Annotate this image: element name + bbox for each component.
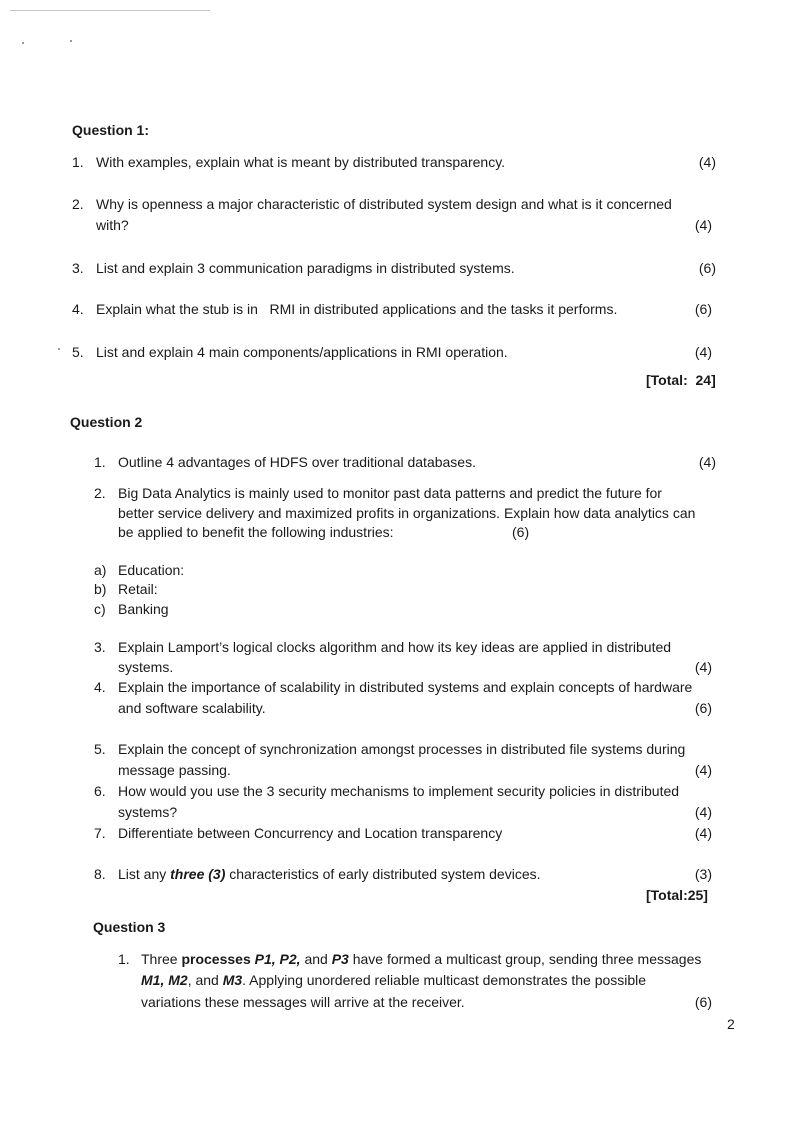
q2-item-2-marks: (6) xyxy=(512,524,530,540)
question-1-heading: Question 1: xyxy=(72,122,150,138)
q2-item-4-text-line-2: and software scalability. xyxy=(118,700,266,716)
q1-item-4-number: 4. xyxy=(72,301,84,317)
q2-item-3-marks: (4) xyxy=(694,659,712,675)
scan-artifact-line xyxy=(10,10,210,11)
q2-subitem-a-text: Education: xyxy=(118,562,185,578)
q3-item-1-l2-m1m2: M1, M2 xyxy=(141,972,188,988)
q3-item-1-marks: (6) xyxy=(694,994,712,1010)
q2-item-4-marks: (6) xyxy=(694,700,712,716)
q2-item-6-marks: (4) xyxy=(694,804,712,820)
q1-item-4-text: Explain what the stub is in RMI in distributed applications and the tasks it performs. xyxy=(96,301,618,317)
question-2-heading: Question 2 xyxy=(70,414,143,430)
scan-artifact-dot xyxy=(70,40,72,42)
q2-item-3-text-line-1: Explain Lamport’s logical clocks algorithm and how its key ideas are applied in distributed xyxy=(118,639,672,655)
q2-item-1-marks: (4) xyxy=(698,454,716,470)
q2-item-2-text-line-1: Big Data Analytics is mainly used to monitor past data patterns and predict the future for xyxy=(118,485,662,501)
q3-item-1-l1-and: and xyxy=(300,951,332,967)
q2-item-4-text-line-1: Explain the importance of scalability in distributed systems and explain concepts of hardware xyxy=(118,679,693,695)
q3-item-1-l1-processes: processes xyxy=(181,951,251,967)
q2-item-8-emphasis: three (3) xyxy=(170,866,226,882)
q2-item-5-text-line-2: message passing. xyxy=(118,762,231,778)
q2-item-8-marks: (3) xyxy=(694,866,712,882)
q3-item-1-text-line-3: variations these messages will arrive at the receiver. xyxy=(141,994,465,1010)
q2-item-8-text-pre: List any xyxy=(118,866,171,882)
q1-total: [Total: 24] xyxy=(646,372,716,388)
q2-subitem-c-text: Banking xyxy=(118,601,169,617)
q2-item-7-text: Differentiate between Concurrency and Location transparency xyxy=(118,825,503,841)
q1-item-5-text: List and explain 4 main components/applications in RMI operation. xyxy=(96,344,508,360)
q1-item-5-marks: (4) xyxy=(694,344,712,360)
q2-item-1-number: 1. xyxy=(94,454,106,470)
q3-item-1-l1-p1p2: P1, P2, xyxy=(254,951,301,967)
q2-item-4-number: 4. xyxy=(94,679,106,695)
q2-item-2-number: 2. xyxy=(94,485,106,501)
q3-item-1-l1-part: Three xyxy=(141,951,182,967)
q2-item-6-text-line-2: systems? xyxy=(118,804,178,820)
q1-item-2-text-line-2: with? xyxy=(96,217,129,233)
q2-item-5-number: 5. xyxy=(94,741,106,757)
q3-item-1-l1-p3: P3 xyxy=(331,951,349,967)
q2-item-7-number: 7. xyxy=(94,825,106,841)
q2-subitem-a-letter: a) xyxy=(94,562,107,578)
scan-artifact-dot xyxy=(58,348,60,350)
q1-item-2-marks: (4) xyxy=(694,217,712,233)
q3-item-1-l2-m3: M3 xyxy=(222,972,243,988)
q2-item-8-number: 8. xyxy=(94,866,106,882)
q2-item-5-marks: (4) xyxy=(694,762,712,778)
q2-subitem-b-letter: b) xyxy=(94,581,107,597)
q3-item-1-l2-and: , and xyxy=(187,972,223,988)
q2-item-1-text: Outline 4 advantages of HDFS over traditional databases. xyxy=(118,454,476,470)
q1-item-1-number: 1. xyxy=(72,154,84,170)
q2-item-6-text-line-1: How would you use the 3 security mechanisms to implement security policies in distributed xyxy=(118,783,680,799)
q2-item-2-text-line-3: be applied to benefit the following industries: xyxy=(118,524,394,540)
q1-item-5-number: 5. xyxy=(72,344,84,360)
q3-item-1-l2-rest: . Applying unordered reliable multicast demonstrates the possible xyxy=(242,972,647,988)
q2-item-8-text-post: characteristics of early distributed system devices. xyxy=(225,866,541,882)
q2-total: [Total:25] xyxy=(646,887,708,903)
q3-item-1-text-line-2 xyxy=(141,972,646,988)
question-3-heading: Question 3 xyxy=(93,919,166,935)
q3-item-1-l1-rest: have formed a multicast group, sending three messages xyxy=(348,951,702,967)
q1-item-1-text: With examples, explain what is meant by distributed transparency. xyxy=(96,154,506,170)
page-number: 2 xyxy=(727,1016,735,1032)
q1-item-3-text: List and explain 3 communication paradigms in distributed systems. xyxy=(96,260,515,276)
q2-item-3-text-line-2: systems. xyxy=(118,659,174,675)
q2-item-3-number: 3. xyxy=(94,639,106,655)
q2-item-7-marks: (4) xyxy=(694,825,712,841)
q2-item-6-number: 6. xyxy=(94,783,106,799)
q3-item-1-text-line-1 xyxy=(141,951,701,967)
q2-item-2-text-line-2: better service delivery and maximized profits in organizations. Explain how data analytics can xyxy=(118,505,696,521)
q1-item-4-marks: (6) xyxy=(694,301,712,317)
q2-item-5-text-line-1: Explain the concept of synchronization amongst processes in distributed file systems during xyxy=(118,741,686,757)
q2-item-8-text xyxy=(118,866,541,882)
q1-item-2-number: 2. xyxy=(72,196,84,212)
scan-artifact-dot xyxy=(22,42,24,44)
q1-item-1-marks: (4) xyxy=(698,154,716,170)
q1-item-3-marks: (6) xyxy=(698,260,716,276)
q2-subitem-c-letter: c) xyxy=(94,601,106,617)
q2-subitem-b-text: Retail: xyxy=(118,581,158,597)
q1-item-2-text-line-1: Why is openness a major characteristic of distributed system design and what is it concerned xyxy=(96,196,672,212)
q1-item-3-number: 3. xyxy=(72,260,84,276)
q3-item-1-number: 1. xyxy=(118,951,130,967)
